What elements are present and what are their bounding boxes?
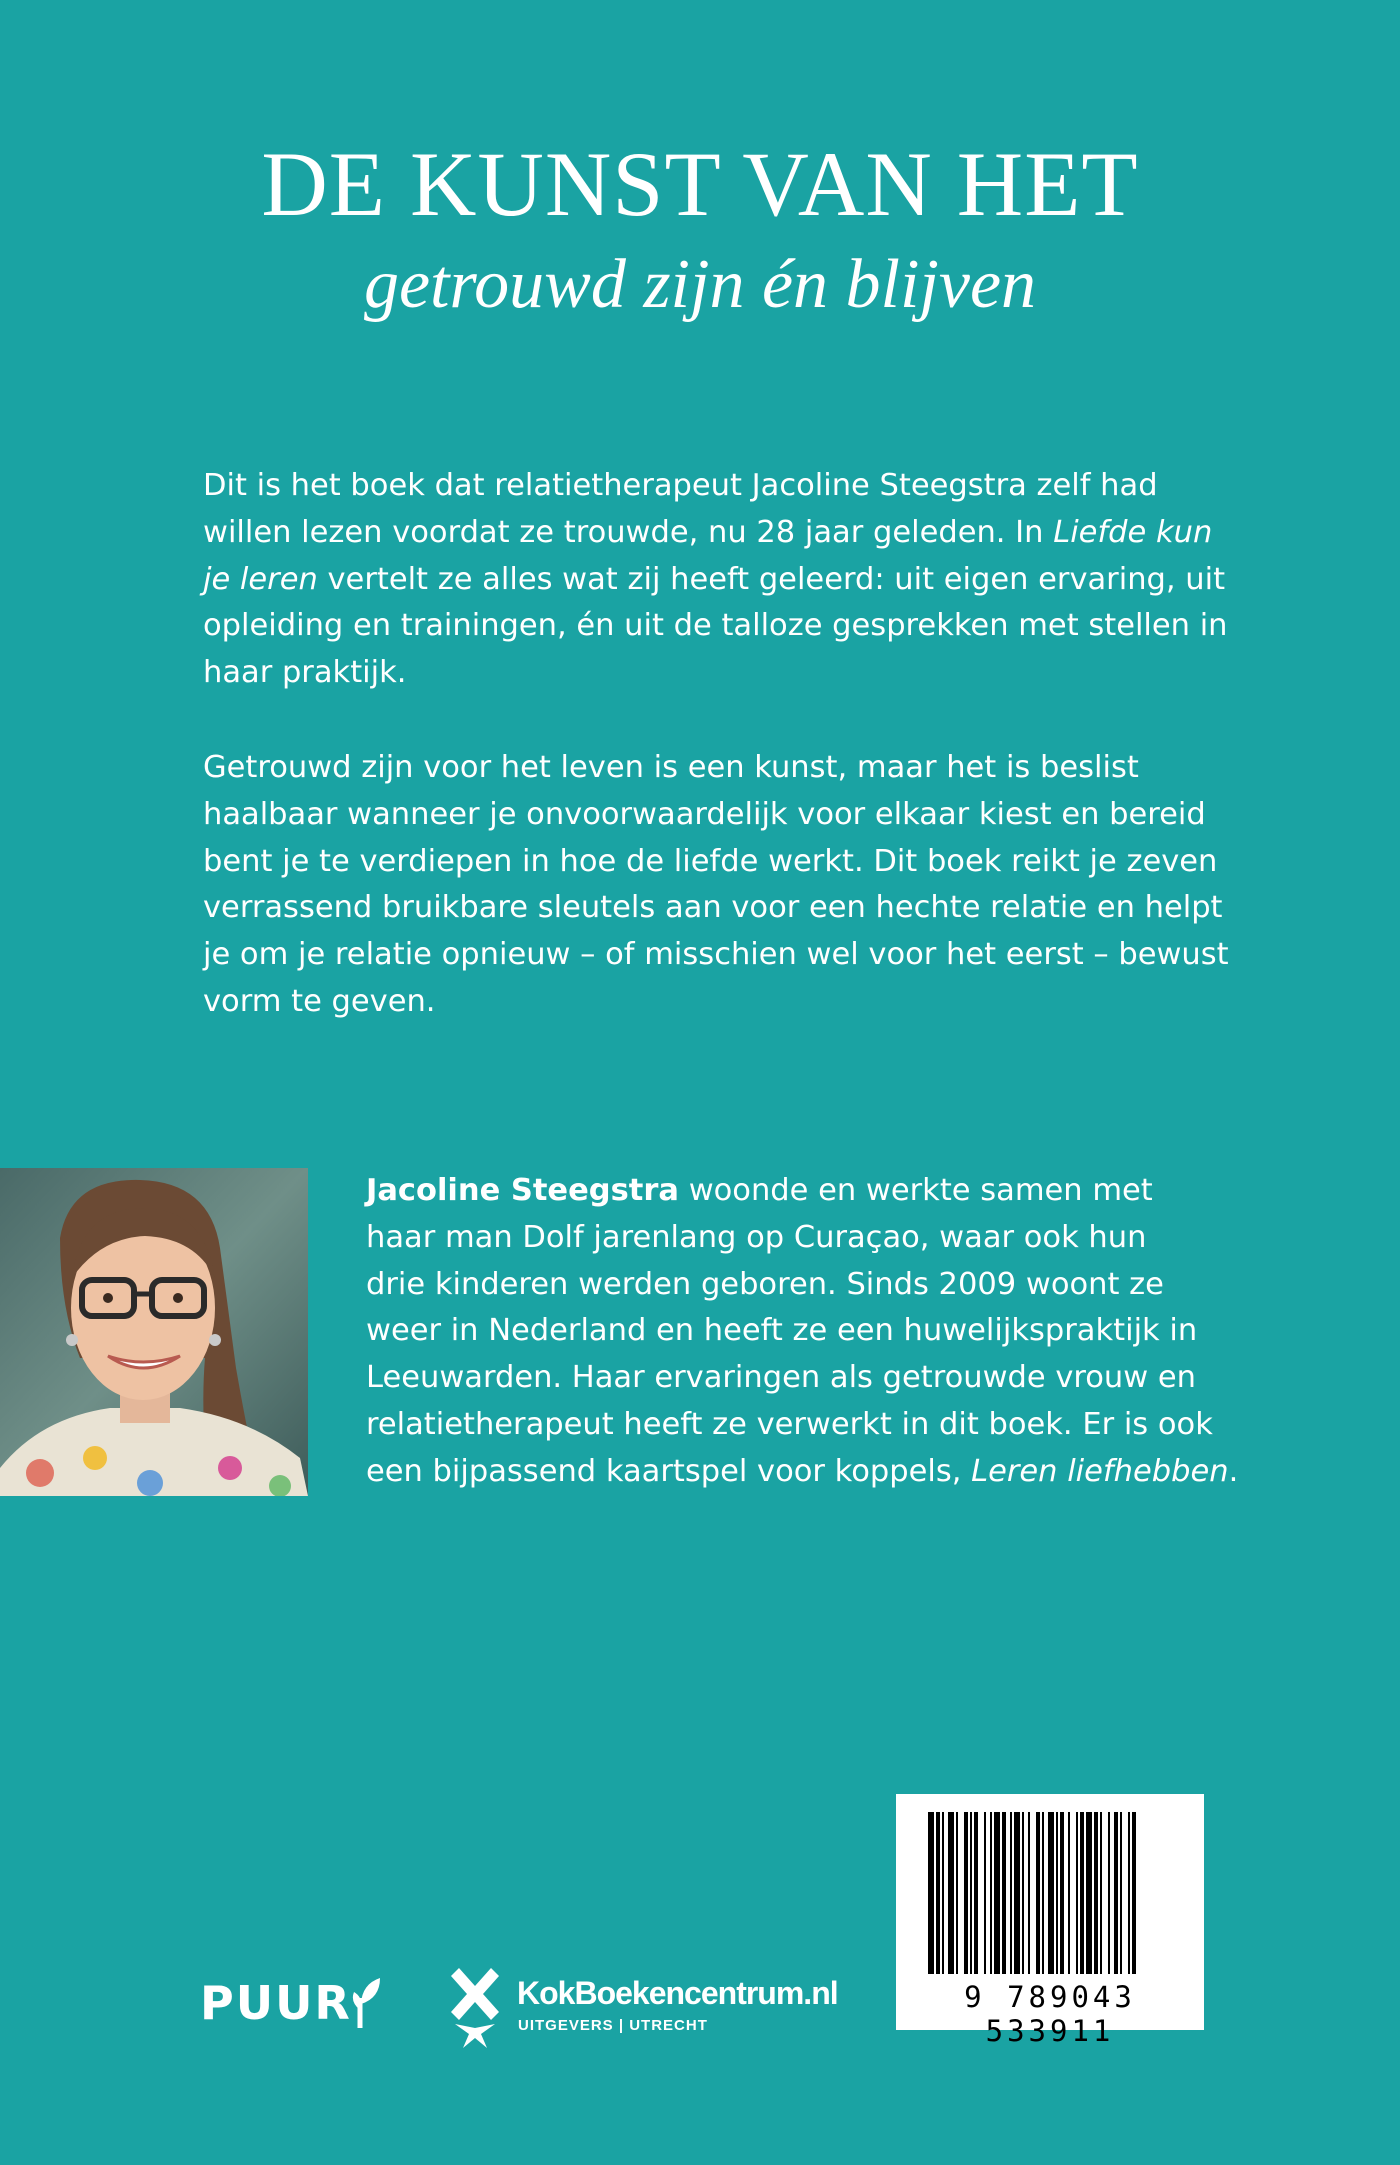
author-name: Jacoline Steegstra <box>366 1173 679 1208</box>
barcode-bar <box>928 1812 934 1974</box>
text-line: je om je relatie opnieuw – of misschien wel voor het eerst – bewust <box>203 937 1229 973</box>
text-line <box>366 1168 1226 1215</box>
text-line <box>203 557 1226 604</box>
barcode-bar <box>994 1812 1000 1974</box>
author-bio <box>366 1168 1239 1496</box>
text-line: vorm te geven. <box>203 983 436 1019</box>
text-line: Leeuwarden. Haar ervaringen als getrouwde vrouw en <box>366 1360 1196 1396</box>
barcode-bar <box>956 1812 958 1974</box>
text-line: relatietherapeut heeft ze verwerkt in dit boek. Er is ook <box>366 1406 1213 1442</box>
card-game-title: Leren liefhebben <box>971 1453 1229 1489</box>
barcode-bar <box>1036 1812 1040 1974</box>
book-subtitle: getrouwd zijn én blijven <box>363 246 1037 323</box>
text-line: verrassend bruikbare sleutels aan voor een hechte relatie en helpt <box>203 890 1223 926</box>
barcode-bar <box>1022 1812 1024 1974</box>
text-span: . <box>1228 1453 1239 1489</box>
blurb-paragraph-2 <box>203 745 1229 1026</box>
barcode-bars <box>928 1812 1172 1974</box>
text-line: Getrouwd zijn voor het leven is een kunst, maar het is beslist <box>203 750 1139 785</box>
barcode-bar <box>1014 1812 1020 1974</box>
text-span: vertelt ze alles wat zij heeft geleerd: uit eigen ervaring, uit <box>317 561 1226 597</box>
publisher-location: UITGEVERS | UTRECHT <box>518 2017 708 2034</box>
barcode-bar <box>984 1812 986 1974</box>
puur-logo-text: PUUR <box>200 1976 352 2030</box>
barcode-bar <box>1128 1812 1130 1974</box>
text-line: Dit is het boek dat relatietherapeut Jacoline Steegstra zelf had <box>203 468 1158 503</box>
barcode-bar <box>1114 1812 1118 1974</box>
isbn-number: 9 789043 533911 <box>964 1980 1136 2048</box>
barcode-bar <box>970 1812 972 1974</box>
book-title-ref: je leren <box>203 561 318 597</box>
book-title: DE KUNST VAN HET <box>261 133 1139 235</box>
barcode-bar <box>1042 1812 1044 1974</box>
leaf-icon <box>352 1976 384 2030</box>
barcode-bar <box>1056 1812 1058 1974</box>
text-span: een bijpassend kaartspel voor koppels, <box>366 1453 972 1489</box>
barcode-bar <box>974 1812 978 1974</box>
barcode-bar <box>1048 1812 1054 1974</box>
text-line <box>203 510 1223 557</box>
barcode-bar <box>1002 1812 1006 1974</box>
barcode <box>896 1794 1204 2048</box>
barcode-bar <box>1120 1812 1122 1974</box>
kokboekencentrum-logo-icon <box>445 1968 501 2048</box>
publisher-name: KokBoekencentrum.nl <box>517 1975 838 2011</box>
barcode-bar <box>942 1812 944 1974</box>
barcode-bar <box>1108 1812 1110 1974</box>
text-line: haalbaar wanneer je onvoorwaardelijk voor elkaar kiest en bereid <box>203 796 1206 832</box>
text-line: opleiding en trainingen, én uit de talloze gesprekken met stellen in <box>203 608 1228 644</box>
text-span: willen lezen voordat ze trouwde, nu 28 jaar geleden. In <box>203 514 1054 550</box>
barcode-bar <box>1010 1812 1012 1974</box>
barcode-bar <box>936 1812 940 1974</box>
barcode-bar <box>990 1812 992 1974</box>
barcode-bar <box>1076 1812 1078 1974</box>
barcode-bar <box>1132 1812 1136 1974</box>
author-portrait-image <box>0 1168 308 1496</box>
text-line <box>366 1449 1239 1496</box>
barcode-bar <box>1086 1812 1092 1974</box>
text-line: weer in Nederland en heeft ze een huwelijkspraktijk in <box>366 1313 1198 1349</box>
text-line: haar man Dolf jarenlang op Curaçao, waar ook hun <box>366 1219 1147 1255</box>
barcode-bar <box>1068 1812 1070 1974</box>
text-line: haar praktijk. <box>203 655 407 691</box>
barcode-bar <box>1100 1812 1102 1974</box>
blurb-paragraph-1 <box>203 463 1228 697</box>
text-line: drie kinderen werden geboren. Sinds 2009 woont ze <box>366 1266 1164 1302</box>
text-line: bent je te verdiepen in hoe de liefde werkt. Dit boek reikt je zeven <box>203 843 1218 879</box>
barcode-bar <box>964 1812 968 1974</box>
barcode-bar <box>948 1812 954 1974</box>
text-span: woonde en werkte samen met <box>679 1173 1153 1208</box>
book-title-ref: Liefde kun <box>1053 514 1213 550</box>
barcode-bar <box>1080 1812 1084 1974</box>
barcode-bar <box>1060 1812 1064 1974</box>
barcode-bar <box>1028 1812 1030 1974</box>
author-photo <box>0 1168 308 1496</box>
barcode-bar <box>1094 1812 1098 1974</box>
